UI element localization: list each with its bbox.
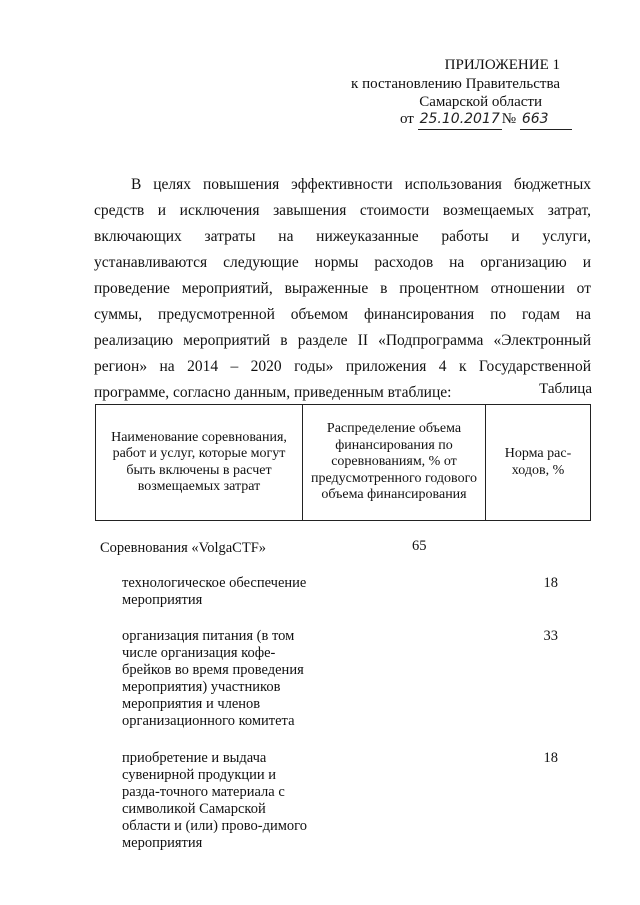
table-label: Таблица <box>539 381 592 397</box>
item-norm: 18 <box>543 575 558 591</box>
table-row-item <box>96 750 590 852</box>
number-prefix: № <box>501 111 517 127</box>
competition-share: 65 <box>412 538 427 554</box>
item-name: технологическое обеспечение мероприятия <box>122 575 307 608</box>
body-paragraph <box>94 172 591 406</box>
appendix-subtitle: к постановлению Правительства <box>351 76 560 92</box>
handwritten-date: 25.10.2017 <box>418 109 502 130</box>
appendix-date-line <box>400 109 572 130</box>
item-norm: 18 <box>543 750 558 766</box>
item-name: организация питания (в том числе организация кофе-брейков во время проведения мероприятия) участников мероприятия и членов организационного комитета <box>122 628 304 729</box>
column-header-name: Наименование соревнования, работ и услуг, которые могут быть включены в расчет возмещаемых затрат <box>96 405 303 521</box>
appendix-title: ПРИЛОЖЕНИЕ 1 <box>444 57 560 73</box>
norms-table-header <box>95 404 591 521</box>
item-name: приобретение и выдача сувенирной продукции и разда-точного материала с символикой Самарской области и (или) прово-димого мероприятия <box>122 750 308 851</box>
body-paragraph-text: В целях повышения эффективности использования бюджетных средств и исключения завышения стоимости возмещаемых затрат, включающих затраты на нижеуказанные работы и услуги, устанавливаются следующие нормы расходов на организацию и проведение мероприятий, выраженные в процентном отношении от суммы, предусмотренной объемом финансирования по годам на реализацию мероприятий в разделе II «Подпрограмма «Электронный регион» на 2014 – 2020 годы» приложения 4 к Государственной программе, согласно данным, приведенным втаблице: <box>94 176 591 401</box>
table-row-item <box>96 628 590 730</box>
appendix-region: Самарской области <box>419 94 542 110</box>
column-header-norm: Норма рас-ходов, % <box>486 405 591 521</box>
table-row-item <box>96 575 590 609</box>
handwritten-number: 663 <box>520 109 572 130</box>
column-header-share: Распределение объема финансирования по соревнованиям, % от предусмотренного годового объема финансирования <box>303 405 486 521</box>
table-row-competition <box>100 540 590 560</box>
date-prefix: от <box>400 111 414 127</box>
competition-name: Соревнования «VolgaCTF» <box>100 540 267 556</box>
item-norm: 33 <box>543 628 558 644</box>
